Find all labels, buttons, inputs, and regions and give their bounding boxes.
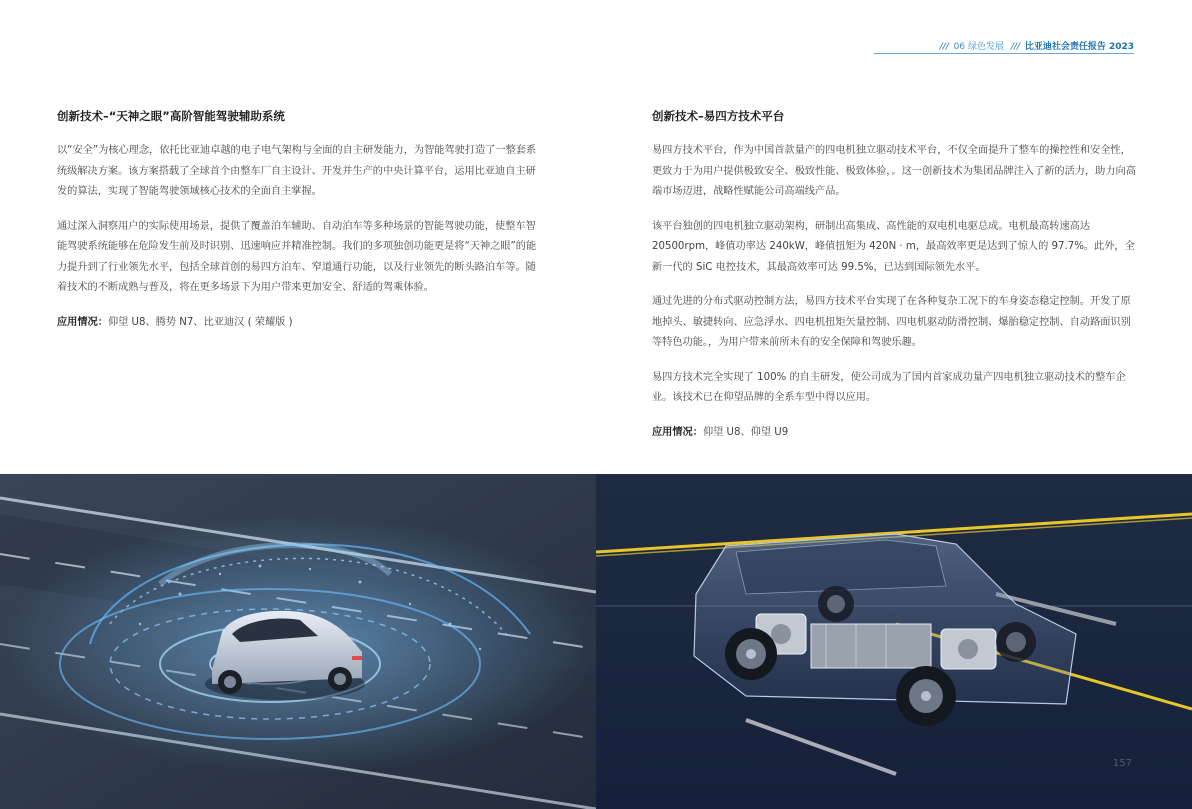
right-application-value: 仰望 U8、仰望 U9 [702,426,789,438]
right-application-label: 应用情况： [652,426,703,438]
right-section-title: 创新技术–易四方技术平台 [652,109,785,123]
left-application-value: 仰望 U8、腾势 N7、比亚迪汉 ( 荣耀版 ) [107,316,293,328]
page-number: 157 [1112,758,1132,769]
platform-illustration-svg [596,474,1192,809]
right-paragraph-2: 该平台独创的四电机独立驱动架构，研制出高集成、高性能的双电机电驱总成。电机最高转速高达 20500rpm，峰值功率达 240kW，峰值扭矩为 420N · m，最高效率更是达到了惊人的 97.7%。此外，全新一代的 SiC 电控技术，其最高效率可达 99.5%，已达到国际领先水平。 [652,220,1135,273]
left-section-title: 创新技术–“天神之眼”高阶智能驾驶辅助系统 [57,109,285,123]
left-application [57,313,541,333]
header-report-title: 比亚迪社会责任报告 2023 [1024,42,1134,52]
right-paragraph-4: 易四方技术完全实现了 100% 的自主研发，使公司成为了国内首家成功量产四电机独立驱动技术的整车企业。该技术已在仰望品牌的全系车型中得以应用。 [652,371,1126,403]
right-paragraph-3: 通过先进的分布式驱动控制方法，易四方技术平台实现了在各种复杂工况下的车身姿态稳定控制。开发了原地掉头、敏捷转向、应急浮水、四电机扭矩矢量控制、四电机驱动防滑控制、爆胎稳定控制、自动路面识别等特色功能。，为用户带来前所未有的安全保障和驾驶乐趣。 [652,296,1131,348]
header-slashes-2: /// [1010,42,1020,52]
right-column [652,108,1136,443]
adas-illustration [0,474,596,809]
right-application [652,423,1136,443]
adas-illustration-svg [0,474,596,809]
left-paragraph-1: 以“安全”为核心理念，依托比亚迪卓越的电子电气架构与全面的自主研发能力，为智能驾驶打造了一整套系统级解决方案。该方案搭载了全球首个由整车厂自主设计、开发并生产的中央计算平台，运用比亚迪自主研发的算法，实现了智能驾驶领域核心技术的全面自主掌握。 [57,145,537,197]
platform-illustration [596,474,1192,809]
left-paragraph-2: 通过深入洞察用户的实际使用场景，提供了覆盖泊车辅助、自动泊车等多种场景的智能驾驶功能，使整车智能驾驶系统能够在危险发生前及时识别、迅速响应并精准控制。我们的多项独创功能更是将“天神之眼”的能力提升到了行业领先水平，包括全球首创的易四方泊车、窄道通行功能，以及行业领先的断头路泊车等。随着技术的不断成熟与普及，将在更多场景下为用户带来更加安全、舒适的驾乘体验。 [57,220,537,293]
rear-motor [941,629,996,669]
right-paragraph-1: 易四方技术平台，作为中国首款量产的四电机独立驱动技术平台，不仅全面提升了整车的操控性和安全性，更致力于为用户提供极致安全、极致性能、极致体验，。这一创新技术为集团品牌注入了新的活力，助力向高端市场迈进，战略性赋能公司高端线产品。 [652,145,1136,197]
header-slashes: /// [939,42,949,52]
header-chapter: 06 绿色发展 [953,42,1004,52]
header-divider [874,53,1134,54]
left-application-label: 应用情况： [57,316,108,328]
left-column [57,108,541,333]
page-header [940,39,1134,52]
